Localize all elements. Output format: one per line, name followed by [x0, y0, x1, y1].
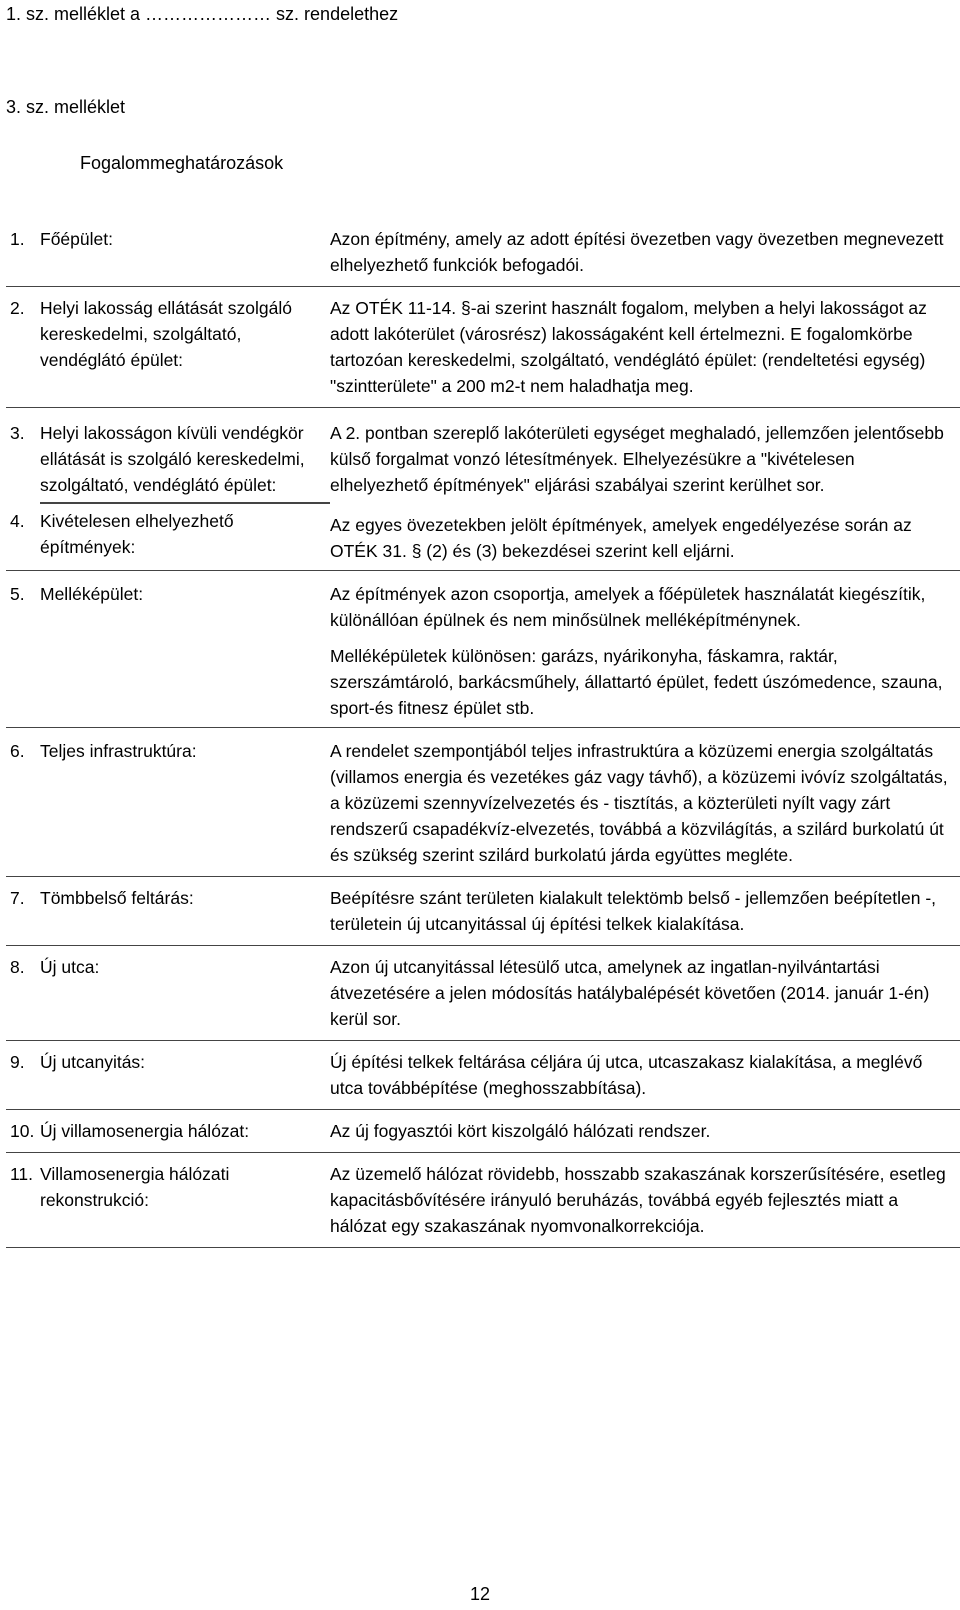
definition-term: Teljes infrastruktúra:	[40, 740, 197, 761]
definition-row	[6, 1153, 960, 1248]
definition-text: Az egyes övezetekben jelölt építmények, amelyek engedélyezése során az OTÉK 31. § (2) és (3) bekezdései szerint kell eljárni.	[330, 514, 912, 561]
definition-term: Főépület:	[40, 229, 113, 249]
definition-text: A 2. pontban szereplő lakóterületi egységet meghaladó, jellemzően jelentősebb külső forgalmat vonzó létesítmények. Elhelyezésükre a "kivételesen elhelyezhető építmények" eljárási szabályai szerint kerülhet sor.	[330, 423, 944, 495]
page-number: 12	[469, 1584, 491, 1604]
definition-term: Melléképület:	[40, 583, 144, 604]
definition-number: 7.	[10, 887, 25, 908]
definition-text: Azon új utcanyitással létesülő utca, amelynek az ingatlan-nyilvántartási átvezetésére a jelen módosítás hatálybalépését követően (2014. január 1-én) kerül sor.	[330, 956, 930, 1029]
definitions-list	[6, 226, 960, 1248]
definition-row	[6, 1110, 960, 1153]
definition-term: Helyi lakosság ellátását szolgáló kereskedelmi, szolgáltató, vendéglátó épület:	[40, 298, 292, 370]
definition-term: Új utcanyitás:	[40, 1051, 146, 1072]
definition-number: 2.	[10, 298, 25, 318]
definition-row	[6, 571, 960, 728]
definition-number: 5.	[10, 583, 25, 604]
definition-row	[6, 287, 960, 408]
definition-number: 3.	[10, 423, 25, 443]
definition-number: 9.	[10, 1051, 25, 1072]
definition-text: Azon építmény, amely az adott építési övezetben vagy övezetben megnevezett elhelyezhető funkciók befogadói.	[330, 229, 944, 275]
definition-row	[6, 728, 960, 877]
definition-number: 1.	[10, 229, 25, 249]
definition-term: Új villamosenergia hálózat:	[40, 1120, 250, 1141]
definition-term: Villamosenergia hálózati rekonstrukció:	[40, 1163, 230, 1210]
definition-term: Kivételesen elhelyezhető építmények:	[40, 510, 234, 557]
definition-text: A rendelet szempontjából teljes infrastruktúra a közüzemi energia szolgáltatás (villamos energia és vezetékes gáz vagy távhő), a közüzemi ivóvíz szolgáltatás, a közüzemi szennyvízelvezetés és - tisztítás, a közterületi nyílt vagy zárt rendszerű csapadékvíz-elvezetés, továbbá a közvilágítás, a szilárd burkolatú út és szükség szerint szilárd burkolatú járda együttes megléte.	[330, 740, 948, 865]
definition-text: Az üzemelő hálózat rövidebb, hosszabb szakaszának korszerűsítésére, esetleg kapacitásbővítésére irányuló beruházás, továbbá egyéb fejlesztés miatt a hálózat egy szakaszának nyomvonalkorrekciója.	[330, 1163, 946, 1236]
definition-number: 11.	[10, 1163, 34, 1184]
definition-number: 6.	[10, 740, 25, 761]
definition-text: Beépítésre szánt területen kialakult telektömb belső - jellemzően beépítetlen -, területein új utcanyitással új építési telkek kialakítása.	[330, 887, 937, 934]
document-title: Fogalommeghatározások	[80, 153, 284, 173]
definition-row	[6, 226, 960, 287]
definition-text: Új építési telkek feltárása céljára új utca, utcaszakasz kialakítása, a meglévő utca továbbépítése (meghosszabbítása).	[330, 1051, 923, 1098]
definition-row	[6, 1041, 960, 1110]
definition-number: 8.	[10, 956, 25, 977]
definition-term: Tömbbelső feltárás:	[40, 887, 194, 908]
definition-text: Az építmények azon csoportja, amelyek a főépületek használatát kiegészítik, különállóan épülnek és nem minősülnek melléképítménynek. Melléképületek különösen: garázs, nyárikonyha, fáskamra, raktár, szerszámtároló, barkácsműhely, állattartó épület, fedett úszómedence, szauna, sport-és fitnesz épület stb.	[330, 583, 943, 718]
definition-text: Az új fogyasztói kört kiszolgáló hálózati rendszer.	[330, 1120, 711, 1141]
definition-term: Helyi lakosságon kívüli vendégkör ellátását is szolgáló kereskedelmi, szolgáltató, vendéglátó épület:	[40, 423, 305, 495]
definition-row	[6, 946, 960, 1041]
definition-row	[6, 408, 960, 502]
definition-number: 10.	[10, 1120, 35, 1141]
definition-number: 4.	[10, 510, 25, 531]
definition-row	[6, 877, 960, 946]
header-line: 1. sz. melléklet a ………………… sz. rendelethez	[6, 4, 399, 24]
annex-label: 3. sz. melléklet	[6, 97, 126, 117]
definition-term: Új utca:	[40, 956, 100, 977]
definition-row	[6, 504, 960, 571]
definition-text: Az OTÉK 11-14. §-ai szerint használt fogalom, melyben a helyi lakosságot az adott lakóterület (városrész) lakosságaként kell értelmezni. E fogalomkörbe tartozóan kereskedelmi, szolgáltató, vendéglátó épület: (rendeltetési egység) "szintterülete" a 200 m2-t nem haladhatja meg.	[330, 298, 927, 396]
